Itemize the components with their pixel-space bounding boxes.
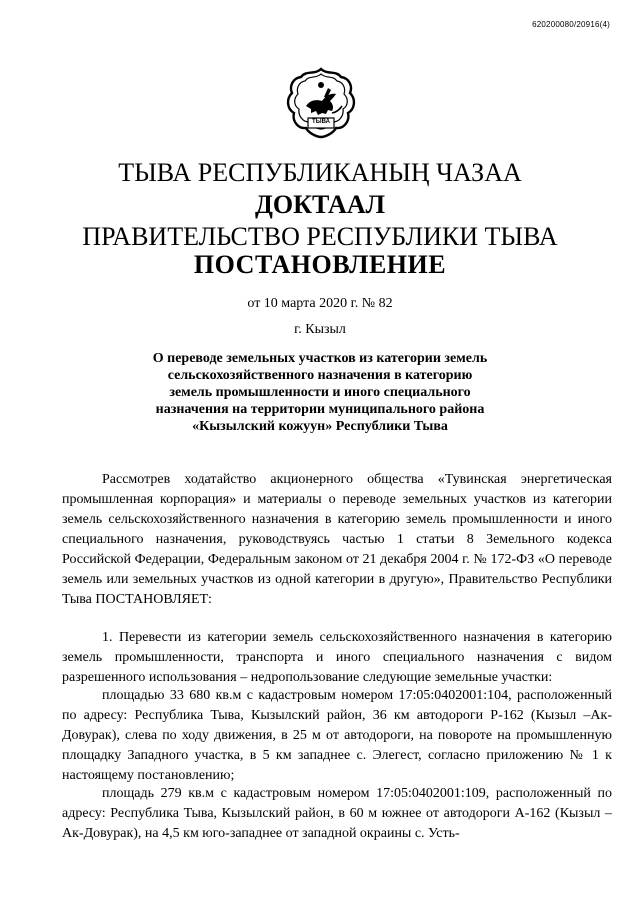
title-line: «Кызылский кожуун» Республики Тыва [192, 419, 448, 434]
title-line: земель промышленности и иного специального [169, 385, 471, 400]
item-1-paragraph: 1. Перевести из категории земель сельскохозяйственного назначения в категорию земель промышленности, транспорта и иного специального назначения с видом разрешенного использования – недропользование следующие земельные участки: [62, 630, 612, 685]
tyva-emblem-icon [284, 66, 358, 140]
date-number: от 10 марта 2020 г. № 82 [247, 296, 393, 311]
document-title [100, 350, 540, 435]
plot-2-paragraph: площадь 279 кв.м с кадастровым номером 17:05:0402001:109, расположенный по адресу: Республика Тыва, Кызылский район, в 60 м южнее от автодороги А-162 (Кызыл – Ак-Довурак), на 4,5 км юго-западнее от западной окраины с. Усть- [62, 786, 612, 841]
preamble-paragraph: Рассмотрев ходатайство акционерного общества «Тувинская энергетическая промышленная корпорация» и материалы о переводе земельных участков из категории земель сельскохозяйственного назначения в категорию земель промышленности и иного специального назначения, руководствуясь частью 1 статьи 8 Земельного кодекса Российской Федерации, Федеральным законом от 21 декабря 2004 г. № 172-ФЗ «О переводе земель или земельных участков из одной категории в другую», Правительство Республики Тыва ПОСТАНОВЛЯЕТ: [62, 472, 612, 607]
city: г. Кызыл [294, 322, 346, 337]
russian-document-type: ПОСТАНОВЛЕНИЕ [193, 250, 447, 279]
plot-1-paragraph: площадью 33 680 кв.м с кадастровым номером 17:05:0402001:104, расположенный по адресу: Республика Тыва, Кызылский район, 36 км автодороги Р-162 (Кызыл –Ак-Довурак), слева по ходу движения, в 25 м от автодороги, на повороте на промышленную площадку Западного участка, в 5 км западнее с. Элегест, согласно приложению № 1 к настоящему постановлению; [62, 688, 612, 783]
title-line: назначения на территории муниципального района [155, 402, 485, 417]
title-line: О переводе земельных участков из категории земель [152, 351, 488, 366]
tyva-government-heading: ТЫВА РЕСПУБЛИКАНЫҢ ЧАЗАА [118, 158, 522, 187]
document-code: 620200080/20916(4) [532, 20, 610, 29]
russian-government-heading: ПРАВИТЕЛЬСТВО РЕСПУБЛИКИ ТЫВА [82, 222, 558, 251]
title-line: сельскохозяйственного назначения в категорию [167, 368, 473, 383]
emblem-label: ТЫВА [312, 119, 330, 125]
tyva-document-type: ДОКТААЛ [255, 190, 385, 219]
